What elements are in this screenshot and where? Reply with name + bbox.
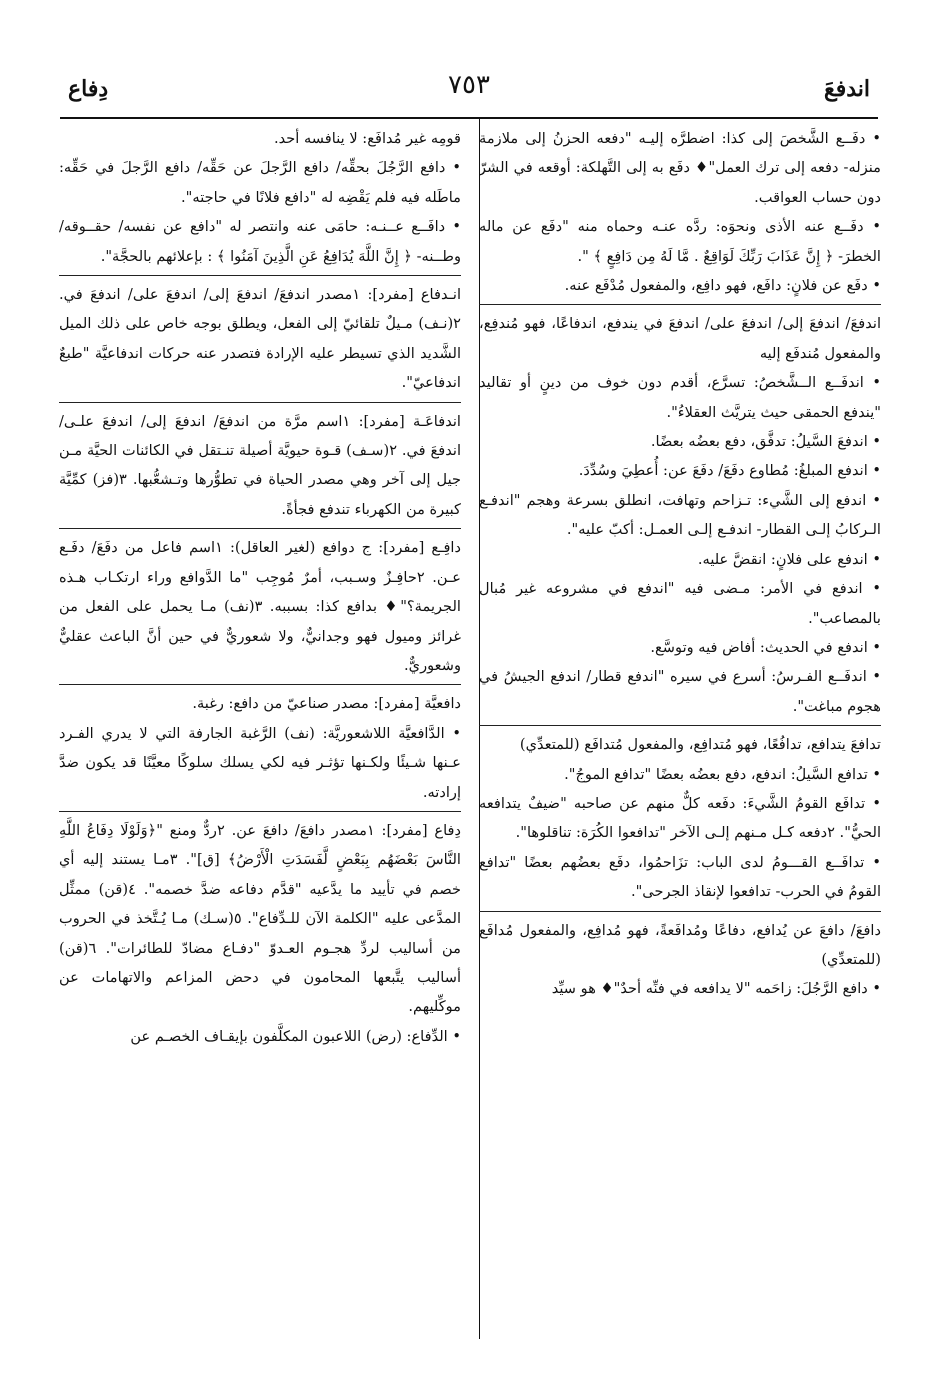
dict-paragraph: • دافع الرَّجُلَ بحقِّه/ دافع الرَّجلَ عن حَقِّه/ دافع الرَّجلَ في حَقِّه: ماطَله فيه فلم يَقْضِه له "دافع فلانًا في حاجته".	[59, 159, 461, 206]
dict-paragraph: • دافع الرَّجُلَ: زاحَمه "لا يدافعه في فنِّه أحدٌ"♦ هو سيِّد	[551, 980, 881, 998]
entry-separator	[479, 725, 881, 726]
dict-paragraph: • اندفعَ السَّيلُ: تدفَّق، دفع بعضُه بعضًا.	[650, 433, 881, 451]
dict-paragraph: • اندفع على فلانٍ: انقضَّ عليه.	[697, 550, 881, 568]
dict-paragraph: • دافَــع عــنـه: حامَى عنه وانتصر له "دافع عن نفسه/ حقــوقه/ وطــنه- ﴿ إِنَّ اللَّهَ يُدَافِعُ عَنِ الَّذِينَ آمَنُوا ﴾ : بإعلائهم بالحجَّة".	[59, 218, 461, 265]
dict-headword-line: دافِـع [مفرد]: ج دوافع (لغير العاقل): ١اسم فاعل من دفَعَ/ دفَـع عـن. ٢حافِـزٌ وسـبب، أمرٌ مُوجِب "ما الدَّوافع وراء ارتكـاب هـذه الجريمة؟"♦ بدافع كذا: بسببه. ٣(نف) مـا يحمل على الفعل من غرائز وميول فهو وجدانيٌّ، ولا شعوريٌّ في حين أنَّ الباعث عقليٌّ وشعوريٌّ.	[59, 539, 461, 674]
header-right-word: اندفعَ	[823, 76, 870, 102]
dict-headword-line: دافعَ/ دافعَ عن يُدافع، دفاعًا ومُدافَعةً، فهو مُدافِع، والمفعول مُدافَع (للمتعدِّي)	[479, 921, 881, 968]
header-rule	[60, 117, 878, 119]
page-header	[60, 60, 878, 116]
entry-separator	[59, 402, 461, 403]
entry-separator	[59, 528, 461, 529]
dict-paragraph: • دفَــع عنه الأذى ونحوَه: ردَّه عنـه وحماه منه "دفَع عن ماله الخطرَ- ﴿ إِنَّ عَذَابَ رَبِّكَ لَوَاقِعٌ . مَّا لَهُ مِن دَافِعٍ ﴾ ".	[479, 218, 881, 265]
dict-headword-line: اندفاعَـة [مفرد]: ١اسم مرَّة من اندفعَ/ اندفعَ إلى/ اندفعَ علـى/ اندفعَ في. ٢(سـف) قـوة حيويَّة أصيلة تنـتقل في الكائنات الحيَّة مـن جيل إلى آخر وهي مصدر الحياة في تطوُّرها وتـشعُّبها. ٣(فز) كمِّيَّة كبيرة من الكهرباء تندفع فجأةً.	[59, 412, 461, 518]
dict-paragraph: • اندفَــع الــشَّخصُ: تسرَّع، أقدم دون خوف من دينٍ أو تقاليد "يندفع الحمقى حيث يتريَّث العقلاءُ".	[479, 374, 881, 421]
dict-paragraph: قومِه غير مُدافَع: لا ينافسه أحد.	[273, 130, 461, 147]
page-number: ٧٥٣	[448, 70, 490, 100]
dict-headword-line: دافعيَّة [مفرد]: مصدر صناعيّ من دافع: رغبة.	[192, 695, 461, 713]
dict-paragraph: • اندفع إلى الشَّيء: تـزاحم وتهافت، انطلق بسرعة وهجم "اندفـع الـركابُ إلـى القطار- اندفـع إلـى العمـل: أكبّ عليه".	[479, 491, 881, 539]
dict-paragraph: • الدَّافعيَّة اللاشعوريَّة: (نف) الرَّغبة الجارفة التي لا يدري الفـرد عـنها شـيئًا ولكـنها تؤثـر فيه لكي يسلك سلوكًا معيَّنًا قد يكون ضدَّ إرادته.	[59, 724, 461, 801]
dict-headword-line: انـدفاع [مفرد]: ١مصدر اندفعَ/ اندفعَ إلى/ اندفعَ على/ اندفعَ في. ٢(نـف) مـيلٌ تلقائيّ إلى الفعل، ويطلق بوجه خاص على ذلك الميل الشَّديد الذي تسيطر عليه الإرادة فتصدر عنه حركات اندفاعيَّة "طبعٌ اندفاعيّ".	[59, 286, 461, 392]
entry-separator	[59, 275, 461, 276]
dict-paragraph: • تدافَع القومُ الشَّيءَ: دفَعه كلٌّ منهم عن صاحبه "ضيفٌ يتدافعه الحيُّ". ٢دفعه كـل مـنهم إلـى الآخر "تدافعوا الكُرَة: تناقلوها".	[479, 794, 881, 842]
dict-paragraph: • اندفع في الحديث: أفاض فيه وتوسَّع.	[650, 638, 881, 656]
dict-headword-line: تدافعَ يتدافع، تدافُعًا، فهو مُتدافِع، والمفعول مُتدافَع (للمتعدِّي)	[519, 736, 881, 754]
dict-headword-line: دِفاع [مفرد]: ١مصدر دافعَ/ دافعَ عن. ٢ردٌّ ومنع "﴿وَلَوْلَا دِفَاعُ اللَّهِ النَّاسَ بَعْضَهُم بِبَعْضٍ لَّفَسَدَتِ الْأَرْضُ﴾ [ق]". ٣مـا يستند إليه أي خصم في تأييد ما يدَّعيه "قدَّم دفاعه ضدَّ خصمه". ٤(قن) ممثِّل المدَّعى عليه "الكلمة الآن للـدِّفاع". ٥(سـك) مـا يُـتَّخذ في الحروب من أساليب لردِّ هجـوم العـدوّ "دفـاع مضادّ للطائرات". ٦(قن) أساليب يتَّبعها المحامون في دحض المزاعم والاتهامات عن موكِّليهم.	[59, 821, 461, 1016]
entry-separator	[59, 684, 461, 685]
entry-separator	[59, 811, 461, 812]
dict-paragraph: • اندفع في الأمر: مـضى فيه "اندفع في مشروعه غير مُبال بالمصاعب".	[479, 580, 881, 627]
entry-separator	[479, 911, 881, 912]
left-column	[59, 124, 461, 1339]
right-column	[479, 124, 881, 1339]
dict-paragraph: • الدِّفاع: (رض) اللاعبون المكلَّفون بإيقـاف الخصـم عن	[130, 1027, 461, 1045]
entry-separator	[479, 304, 881, 305]
dict-paragraph: • تدافَــع القـــومُ لدى الباب: تزَاحمُوا، دفَع بعضُهم بعضًا "تدافع القومُ في الحرب- تدافعوا لإنقاذ الجرحى".	[479, 853, 881, 901]
dict-paragraph: • اندفَــع الفـرسُ: أسرع في سيره "اندفع قطار/ اندفع الجيشُ في هجوم مباغت".	[479, 668, 881, 715]
header-left-word: دِفاع	[68, 76, 109, 102]
dict-headword-line: اندفعَ/ اندفعَ إلى/ اندفعَ على/ اندفعَ في يندفع، اندفاعًا، فهو مُندفِع، والمفعول مُندفَع إليه	[479, 315, 881, 362]
dict-paragraph: • دفَع عن فلانٍ: دافَع، فهو دافِع، والمفعول مُدْفَع عنه.	[564, 277, 881, 295]
dict-paragraph: • تدافع السَّيلُ: اندفع، دفع بعضُه بعضًا "تدافع الموجُ".	[564, 765, 881, 783]
dict-paragraph: • اندفع المبلغُ: مُطاوع دفَعَ/ دفَعَ عن: أُعطِيَ وسُدِّدَ.	[578, 462, 881, 480]
dict-paragraph: • دفَــع الشَّخصَ إلى كذا: اضطرَّه إليـه "دفعه الحزنُ إلى ملازمة منزله- دفعه إلى ترك العمل"♦ دفَع به إلى التَّهلكة: أوقعه في الشرّ دون حساب العواقب.	[479, 130, 881, 206]
